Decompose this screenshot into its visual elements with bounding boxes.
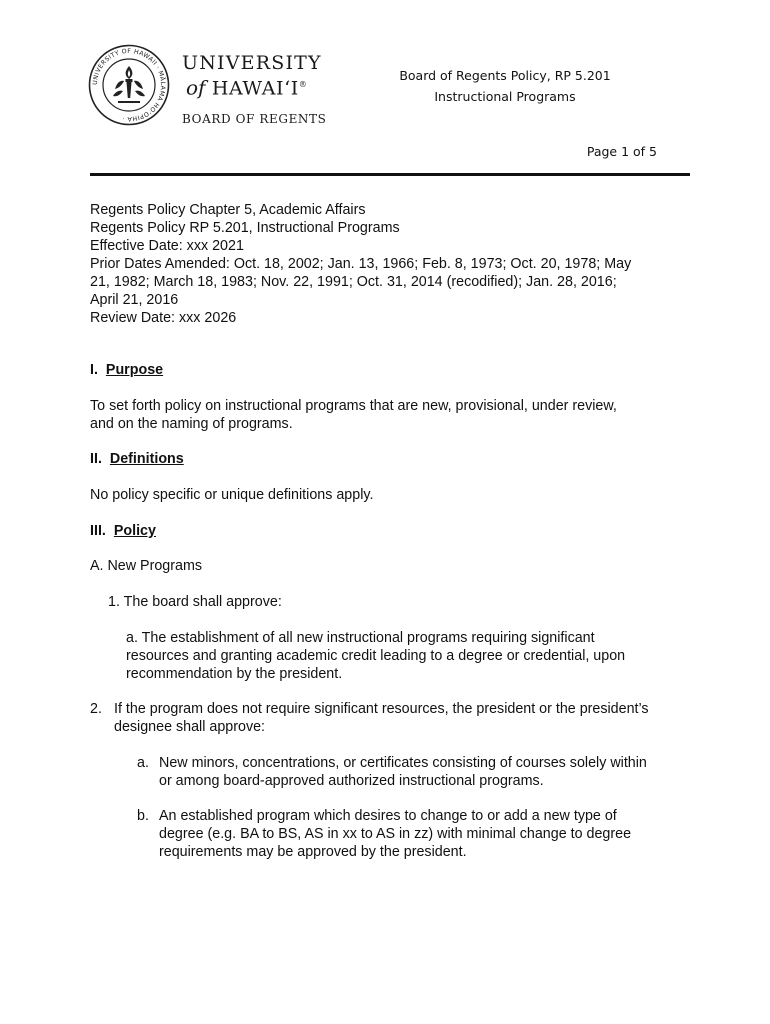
policy-item-2a — [159, 754, 699, 790]
definitions-title: Definitions — [109, 451, 184, 467]
item-2-line-2: designee shall approve: — [114, 719, 266, 735]
item-1a-line-2: resources and granting academic credit leading to a degree or credential, upon — [126, 648, 626, 664]
svg-text:UNIVERSITY OF HAWAII · MĀLAMA: UNIVERSITY OF HAWAII · MĀLAMA HOʻOPIHA · — [91, 47, 167, 123]
definitions-heading — [90, 450, 184, 468]
item-1a-line-1: a. The establishment of all new instructional programs requiring significant — [126, 630, 595, 646]
meta-policy: Regents Policy RP 5.201, Instructional Programs — [90, 220, 400, 236]
meta-prior-dates-2: 21, 1982; March 18, 1983; Nov. 22, 1991; Oct. 31, 2014 (recodified); Jan. 28, 2016; — [90, 274, 617, 290]
logo-hawaii — [186, 74, 326, 100]
policy-number: III. — [90, 523, 106, 539]
header-rule — [90, 173, 690, 176]
definitions-number: II. — [90, 451, 102, 467]
policy-item-2b — [159, 807, 699, 861]
purpose-title: Purpose — [105, 362, 164, 378]
item-2a-line-2: or among board-approved authorized instructional programs. — [159, 773, 544, 789]
policy-title: Board of Regents Policy, RP 5.201 — [399, 68, 611, 83]
purpose-text — [90, 397, 690, 433]
definitions-text: No policy specific or unique definitions apply. — [90, 487, 374, 503]
university-seal-icon — [88, 44, 170, 126]
policy-item-1a — [126, 629, 686, 683]
logo-board-of-regents: BOARD OF REGENTS — [182, 111, 327, 126]
policy-item-2-number: 2. — [90, 701, 102, 717]
logo-of: of — [186, 75, 206, 100]
purpose-number: I. — [90, 362, 98, 378]
logo-trademark: ® — [298, 80, 307, 89]
meta-chapter: Regents Policy Chapter 5, Academic Affairs — [90, 202, 366, 218]
policy-item-2b-number: b. — [137, 808, 149, 824]
meta-prior-dates-3: April 21, 2016 — [90, 292, 179, 308]
purpose-heading — [90, 361, 163, 379]
item-2a-line-1: New minors, concentrations, or certificates consisting of courses solely within — [159, 755, 647, 771]
meta-prior-dates-1: Prior Dates Amended: Oct. 18, 2002; Jan. 13, 1966; Feb. 8, 1973; Oct. 20, 1978; May — [90, 256, 632, 272]
policy-title: Policy — [113, 523, 156, 539]
new-programs-subheading: A. New Programs — [90, 558, 203, 574]
policy-header — [380, 65, 630, 107]
item-2b-line-3: requirements may be approved by the president. — [159, 844, 467, 860]
purpose-line-1: To set forth policy on instructional programs that are new, provisional, under review, — [90, 398, 617, 414]
policy-item-1: 1. The board shall approve: — [108, 594, 282, 610]
item-2b-line-2: degree (e.g. BA to BS, AS in xx to AS in zz) with minimal change to degree — [159, 826, 632, 842]
item-1a-line-3: recommendation by the president. — [126, 666, 343, 682]
policy-meta — [90, 201, 690, 327]
university-logo — [182, 52, 326, 126]
policy-subtitle: Instructional Programs — [434, 89, 576, 104]
meta-review-date: Review Date: xxx 2026 — [90, 310, 237, 326]
purpose-line-2: and on the naming of programs. — [90, 416, 293, 432]
item-2b-line-1: An established program which desires to change to or add a new type of — [159, 808, 617, 824]
meta-effective-date: Effective Date: xxx 2021 — [90, 238, 244, 254]
logo-university: UNIVERSITY — [182, 52, 322, 74]
policy-item-2 — [114, 700, 694, 736]
item-2-line-1: If the program does not require significant resources, the president or the president’s — [114, 701, 649, 717]
logo-hawaii-name: HAWAIʻI — [211, 77, 299, 100]
policy-item-2a-number: a. — [137, 755, 149, 771]
policy-heading — [90, 522, 156, 540]
page-number: Page 1 of 5 — [586, 144, 657, 159]
